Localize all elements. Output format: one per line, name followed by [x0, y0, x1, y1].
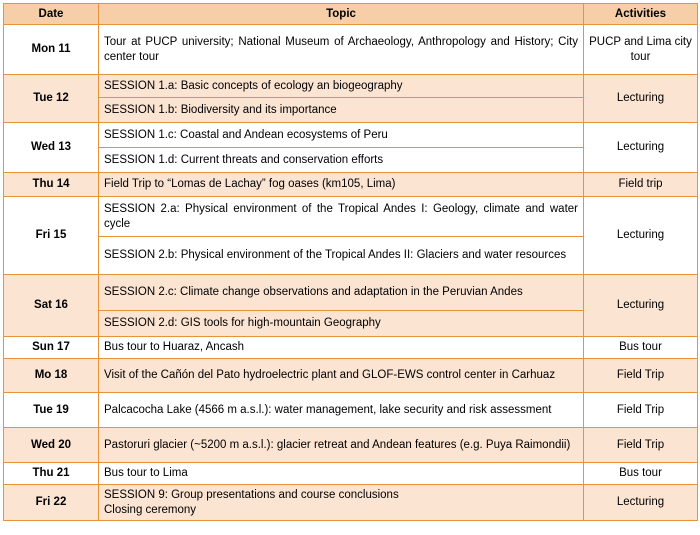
date-cell: Wed 20 [4, 428, 99, 463]
table-row [4, 359, 698, 393]
topic-cell: Visit of the Cañón del Pato hydroelectric plant and GLOF-EWS control center in Carhuaz [99, 359, 584, 393]
table-row [4, 173, 698, 197]
topic-cell: Bus tour to Lima [99, 463, 584, 485]
date-cell: Mon 11 [4, 25, 99, 75]
table-row [4, 428, 698, 463]
date-cell: Sun 17 [4, 337, 99, 359]
topic-cell: SESSION 1.d: Current threats and conservation efforts [99, 148, 584, 173]
table-row [4, 123, 698, 148]
topic-cell: Bus tour to Huaraz, Ancash [99, 337, 584, 359]
schedule-body [4, 25, 698, 521]
date-cell: Thu 21 [4, 463, 99, 485]
activity-cell: Bus tour [584, 337, 698, 359]
activity-cell: Lecturing [584, 275, 698, 337]
activity-cell: Lecturing [584, 485, 698, 521]
activity-cell: Lecturing [584, 197, 698, 275]
activity-cell: Field trip [584, 173, 698, 197]
topic-cell: SESSION 2.d: GIS tools for high-mountain Geography [99, 311, 584, 337]
table-row [4, 275, 698, 311]
activity-cell: Bus tour [584, 463, 698, 485]
activity-cell: Lecturing [584, 123, 698, 173]
topic-line: Closing ceremony [104, 503, 197, 516]
header-topic: Topic [99, 4, 584, 25]
activity-cell: Field Trip [584, 428, 698, 463]
topic-cell: Pastoruri glacier (~5200 m a.s.l.): glacier retreat and Andean features (e.g. Puya Raimondii) [99, 428, 584, 463]
table-row [4, 337, 698, 359]
topic-cell [99, 485, 584, 521]
activity-cell: Field Trip [584, 393, 698, 428]
date-cell: Thu 14 [4, 173, 99, 197]
table-row [4, 197, 698, 237]
topic-cell: SESSION 1.c: Coastal and Andean ecosystems of Peru [99, 123, 584, 148]
header-row [4, 4, 698, 25]
activity-cell: Lecturing [584, 75, 698, 123]
date-cell: Fri 22 [4, 485, 99, 521]
activity-cell: PUCP and Lima city tour [584, 25, 698, 75]
date-cell: Sat 16 [4, 275, 99, 337]
table-row [4, 25, 698, 75]
topic-cell: SESSION 2.b: Physical environment of the Tropical Andes II: Glaciers and water resources [99, 237, 584, 275]
header-date: Date [4, 4, 99, 25]
table-row [4, 393, 698, 428]
topic-cell: Palcacocha Lake (4566 m a.s.l.): water management, lake security and risk assessment [99, 393, 584, 428]
activity-cell: Field Trip [584, 359, 698, 393]
topic-cell: Tour at PUCP university; National Museum of Archaeology, Anthropology and History; City center tour [99, 25, 584, 75]
date-cell: Mo 18 [4, 359, 99, 393]
date-cell: Fri 15 [4, 197, 99, 275]
topic-cell: SESSION 1.b: Biodiversity and its importance [99, 98, 584, 123]
date-cell: Tue 12 [4, 75, 99, 123]
table-row [4, 75, 698, 98]
topic-cell: Field Trip to “Lomas de Lachay” fog oases (km105, Lima) [99, 173, 584, 197]
topic-cell: SESSION 1.a: Basic concepts of ecology an biogeography [99, 75, 584, 98]
date-cell: Tue 19 [4, 393, 99, 428]
table-row [4, 485, 698, 521]
schedule-table [3, 3, 698, 521]
date-cell: Wed 13 [4, 123, 99, 173]
topic-line: SESSION 9: Group presentations and course conclusions [104, 488, 399, 501]
table-row [4, 463, 698, 485]
topic-cell: SESSION 2.c: Climate change observations and adaptation in the Peruvian Andes [99, 275, 584, 311]
header-activities: Activities [584, 4, 698, 25]
topic-cell: SESSION 2.a: Physical environment of the Tropical Andes I: Geology, climate and water cycle [99, 197, 584, 237]
